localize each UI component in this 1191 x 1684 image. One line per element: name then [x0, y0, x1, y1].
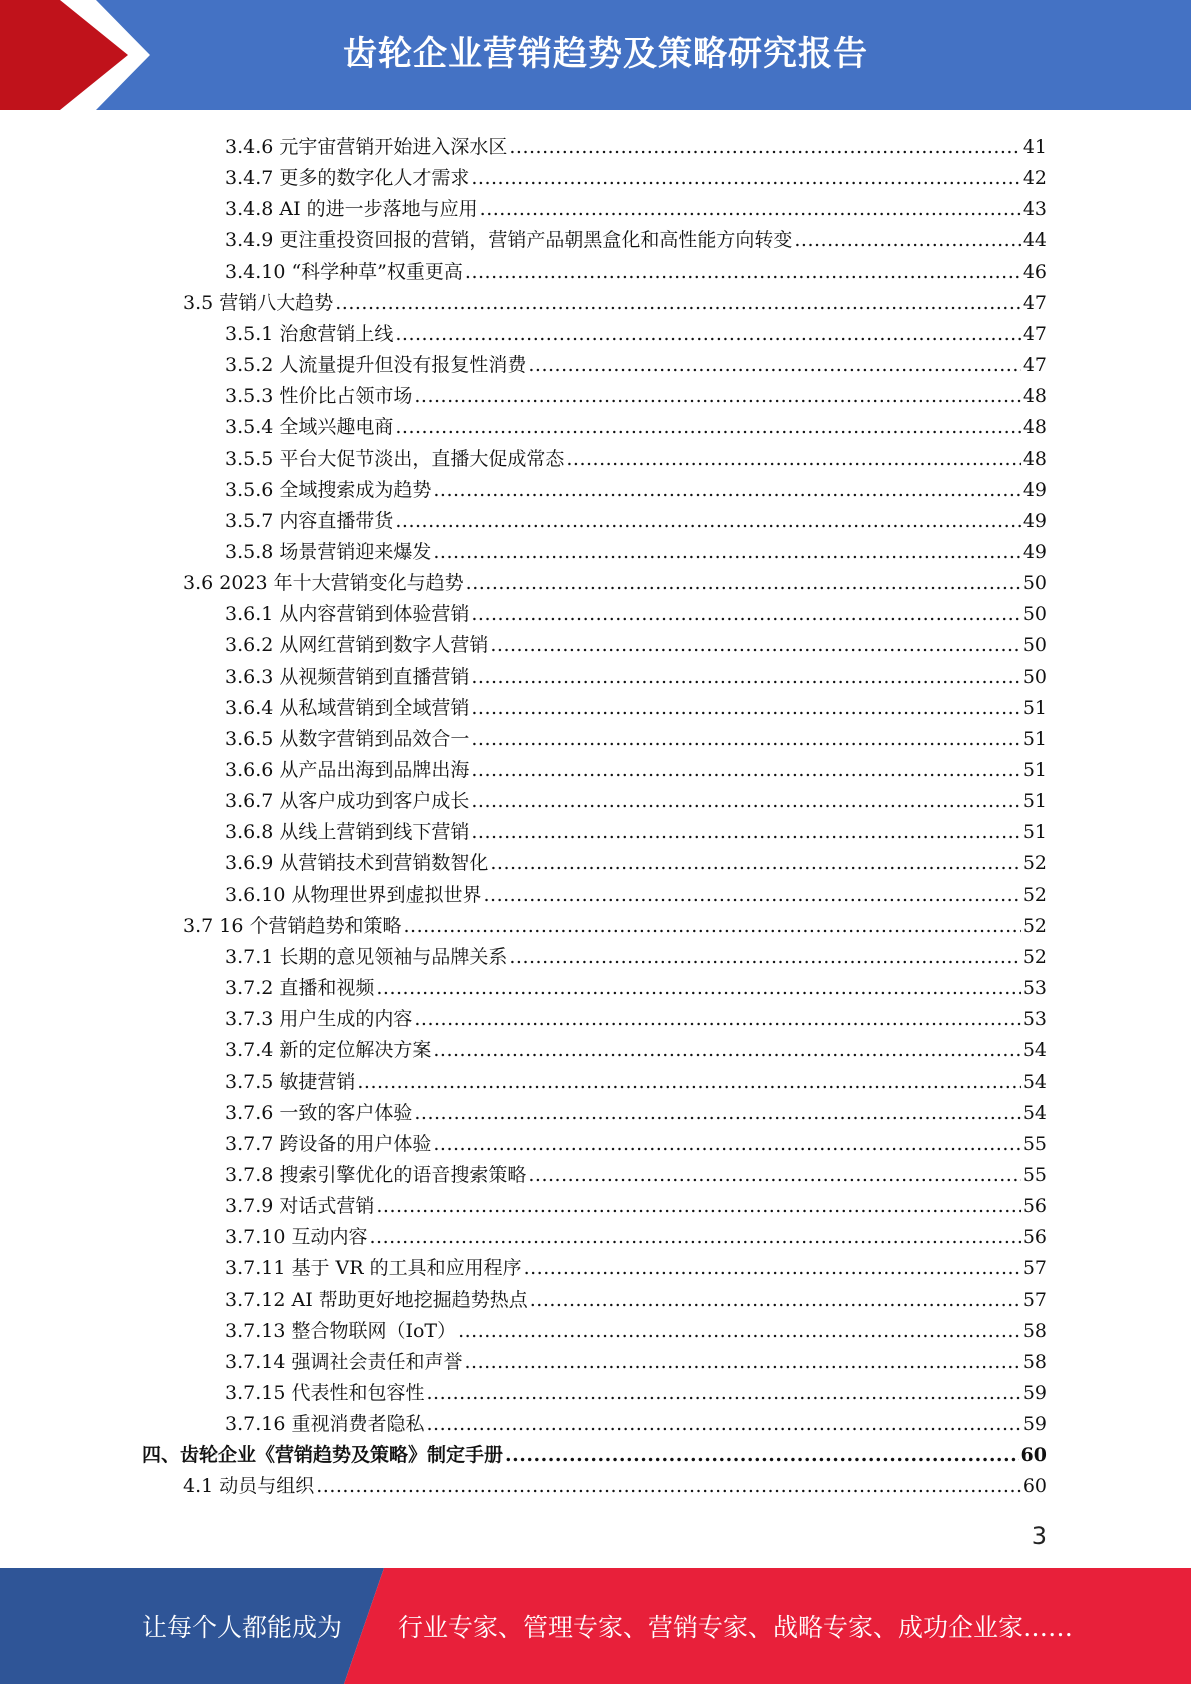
toc-entry[interactable]: [225, 938, 1047, 969]
toc-leader-dots: [471, 789, 1020, 813]
toc-leader-dots: [566, 447, 1020, 471]
toc-leader-dots: [357, 1070, 1020, 1094]
page-footer: [0, 1568, 1191, 1684]
toc-entry-page: 50: [1022, 572, 1047, 595]
toc-leader-dots: [505, 1443, 1019, 1467]
toc-entry[interactable]: [225, 782, 1047, 813]
toc-leader-dots: [471, 758, 1020, 782]
toc-leader-dots: [433, 1038, 1020, 1062]
toc-entry-label: 3.5.1 治愈营销上线: [225, 322, 394, 345]
toc-entry-label: 3.7.4 新的定位解决方案: [225, 1039, 432, 1062]
toc-entry[interactable]: [225, 190, 1047, 221]
toc-entry-page: 56: [1022, 1226, 1047, 1249]
toc-leader-dots: [376, 976, 1020, 1000]
toc-entry-page: 53: [1022, 1008, 1047, 1031]
toc-entry[interactable]: [225, 408, 1047, 439]
toc-entry-page: 58: [1022, 1319, 1047, 1342]
toc-entry-label: 3.6.2 从网红营销到数字人营销: [225, 634, 489, 657]
toc-entry-page: 50: [1022, 603, 1047, 626]
toc-entry[interactable]: [225, 626, 1047, 657]
toc-entry[interactable]: [225, 1031, 1047, 1062]
toc-leader-dots: [480, 197, 1021, 221]
toc-entry[interactable]: [183, 1467, 1047, 1498]
toc-leader-dots: [483, 883, 1020, 907]
toc-leader-dots: [490, 633, 1020, 657]
toc-leader-dots: [509, 135, 1020, 159]
toc-entry[interactable]: [225, 377, 1047, 408]
toc-entry-label: 3.4.10 “科学种草”权重更高: [225, 260, 463, 283]
toc-entry[interactable]: [225, 1000, 1047, 1031]
toc-entry-label: 3.5.6 全域搜索成为趋势: [225, 478, 432, 501]
toc-entry-label: 3.7.11 基于 VR 的工具和应用程序: [225, 1257, 522, 1280]
toc-entry[interactable]: [225, 1187, 1047, 1218]
toc-entry[interactable]: [225, 1125, 1047, 1156]
toc-entry-label: 3.7.14 强调社会责任和声誉: [225, 1350, 463, 1373]
toc-entry-page: 49: [1022, 540, 1047, 563]
toc-entry-page: 52: [1022, 945, 1047, 968]
toc-leader-dots: [458, 1319, 1021, 1343]
toc-leader-dots: [414, 1101, 1020, 1125]
toc-leader-dots: [464, 1350, 1020, 1374]
toc-leader-dots: [369, 1225, 1020, 1249]
toc-entry-label: 3.6.10 从物理世界到虚拟世界: [225, 883, 482, 906]
toc-entry[interactable]: [225, 1312, 1047, 1343]
toc-entry-label: 3.7.10 互动内容: [225, 1226, 368, 1249]
toc-entry[interactable]: [225, 440, 1047, 471]
toc-entry[interactable]: [225, 689, 1047, 720]
toc-entry[interactable]: [225, 471, 1047, 502]
toc-entry-label: 3.7.8 搜索引擎优化的语音搜索策略: [225, 1163, 527, 1186]
toc-entry-page: 51: [1022, 821, 1047, 844]
toc-entry[interactable]: [225, 159, 1047, 190]
toc-leader-dots: [524, 1256, 1021, 1280]
toc-leader-dots: [376, 1194, 1020, 1218]
toc-entry-page: 47: [1022, 354, 1047, 377]
toc-entry-label: 3.7.12 AI 帮助更好地挖掘趋势热点: [225, 1288, 528, 1311]
toc-entry-label: 3.5.3 性价比占领市场: [225, 385, 413, 408]
toc-leader-dots: [490, 851, 1020, 875]
toc-entry-page: 48: [1022, 385, 1047, 408]
toc-leader-dots: [530, 1288, 1021, 1312]
toc-entry[interactable]: [225, 128, 1047, 159]
toc-entry-label: 3.7.7 跨设备的用户体验: [225, 1132, 432, 1155]
toc-leader-dots: [794, 228, 1020, 252]
toc-entry-label: 3.6.4 从私域营销到全域营销: [225, 696, 470, 719]
toc-leader-dots: [426, 1381, 1020, 1405]
toc-entry-page: 44: [1022, 229, 1047, 252]
toc-entry-page: 53: [1022, 977, 1047, 1000]
toc-entry-page: 54: [1022, 1039, 1047, 1062]
toc-entry-label: 3.5 营销八大趋势: [183, 291, 334, 314]
toc-entry-label: 3.7 16 个营销趋势和策略: [183, 914, 402, 937]
toc-entry[interactable]: [225, 533, 1047, 564]
toc-entry-label: 3.7.16 重视消费者隐私: [225, 1413, 425, 1436]
toc-entry[interactable]: [225, 844, 1047, 875]
toc-entry-label: 3.6.5 从数字营销到品效合一: [225, 727, 470, 750]
toc-leader-dots: [426, 1412, 1020, 1436]
toc-entry-label: 3.5.2 人流量提升但没有报复性消费: [225, 354, 527, 377]
toc-entry[interactable]: [225, 1094, 1047, 1125]
toc-entry[interactable]: [225, 595, 1047, 626]
toc-entry-page: 57: [1022, 1288, 1047, 1311]
toc-entry-label: 3.4.8 AI 的进一步落地与应用: [225, 198, 478, 221]
toc-entry-label: 3.7.2 直播和视频: [225, 977, 375, 1000]
toc-entry-page: 56: [1022, 1195, 1047, 1218]
toc-entry-page: 57: [1022, 1257, 1047, 1280]
toc-entry-label: 四、齿轮企业《营销趋势及策略》制定手册: [142, 1444, 504, 1467]
toc-entry-label: 3.7.5 敏捷营销: [225, 1070, 356, 1093]
toc-entry[interactable]: [225, 253, 1047, 284]
toc-entry-page: 42: [1022, 167, 1047, 190]
toc-entry-page: 51: [1022, 696, 1047, 719]
toc-leader-dots: [471, 727, 1020, 751]
toc-entry-page: 51: [1022, 727, 1047, 750]
toc-entry-page: 50: [1022, 665, 1047, 688]
toc-leader-dots: [395, 509, 1020, 533]
toc-entry-label: 3.6.8 从线上营销到线下营销: [225, 821, 470, 844]
toc-entry-page: 43: [1022, 198, 1047, 221]
toc-entry-page: 47: [1022, 291, 1047, 314]
toc-leader-dots: [433, 1132, 1020, 1156]
toc-entry-label: 3.4.9 更注重投资回报的营销，营销产品朝黑盒化和高性能方向转变: [225, 229, 793, 252]
toc-entry-page: 52: [1022, 883, 1047, 906]
footer-slogan-right: 行业专家、管理专家、营销专家、战略专家、成功企业家……: [398, 1613, 1074, 1642]
toc-leader-dots: [466, 571, 1021, 595]
toc-entry[interactable]: [225, 658, 1047, 689]
toc-entry[interactable]: [225, 969, 1047, 1000]
toc-entry[interactable]: [225, 813, 1047, 844]
toc-entry-page: 48: [1022, 447, 1047, 470]
toc-leader-dots: [471, 602, 1020, 626]
toc-entry-page: 55: [1022, 1163, 1047, 1186]
toc-entry[interactable]: [225, 346, 1047, 377]
footer-slogan-left: 让每个人都能成为: [142, 1613, 343, 1642]
toc-entry-label: 3.5.8 场景营销迎来爆发: [225, 540, 432, 563]
toc-entry-page: 58: [1022, 1350, 1047, 1373]
toc-entry[interactable]: [225, 1156, 1047, 1187]
toc-leader-dots: [395, 415, 1020, 439]
toc-entry[interactable]: [225, 315, 1047, 346]
toc-leader-dots: [316, 1474, 1021, 1498]
toc-leader-dots: [471, 665, 1020, 689]
toc-entry-page: 52: [1022, 852, 1047, 875]
toc-entry-page: 54: [1022, 1101, 1047, 1124]
toc-entry-page: 41: [1022, 136, 1047, 158]
report-title: 齿轮企业营销趋势及策略研究报告: [343, 34, 868, 74]
toc-entry-label: 3.6.9 从营销技术到营销数智化: [225, 852, 489, 875]
toc-entry[interactable]: [183, 564, 1047, 595]
toc-entry-page: 48: [1022, 416, 1047, 439]
toc-entry-page: 52: [1022, 914, 1047, 937]
toc-entry-label: 3.6.3 从视频营销到直播营销: [225, 665, 470, 688]
toc-entry-page: 50: [1022, 634, 1047, 657]
toc-entry-page: 51: [1022, 790, 1047, 813]
toc-entry-label: 3.7.6 一致的客户体验: [225, 1101, 413, 1124]
toc-entry[interactable]: [225, 1249, 1047, 1280]
toc-entry[interactable]: [142, 1436, 1047, 1467]
toc-entry-label: 4.1 动员与组织: [183, 1475, 315, 1498]
toc-entry[interactable]: [183, 284, 1047, 315]
toc-entry-label: 3.7.13 整合物联网（IoT）: [225, 1319, 457, 1342]
toc-entry-label: 3.6 2023 年十大营销变化与趋势: [183, 572, 464, 595]
toc-leader-dots: [335, 291, 1021, 315]
toc-entry[interactable]: [225, 720, 1047, 751]
toc-entry-page: 51: [1022, 759, 1047, 781]
toc-entry[interactable]: [183, 907, 1047, 938]
toc-entry-page: 49: [1022, 509, 1047, 532]
page-header: [0, 0, 1191, 110]
toc-entry-label: 3.4.6 元宇宙营销开始进入深水区: [225, 136, 508, 158]
toc-entry-label: 3.4.7 更多的数字化人才需求: [225, 167, 470, 190]
toc-entry-label: 3.7.1 长期的意见领袖与品牌关系: [225, 945, 508, 968]
toc-leader-dots: [471, 820, 1020, 844]
toc-leader-dots: [471, 166, 1020, 190]
toc-entry[interactable]: [225, 502, 1047, 533]
toc-entry[interactable]: [225, 1281, 1047, 1312]
toc-entry-page: 54: [1022, 1070, 1047, 1093]
toc-entry-label: 3.6.7 从客户成功到客户成长: [225, 790, 470, 813]
toc-leader-dots: [528, 1163, 1020, 1187]
toc-entry[interactable]: [225, 1218, 1047, 1249]
toc-entry[interactable]: [225, 1063, 1047, 1094]
toc-leader-dots: [403, 914, 1020, 938]
toc-entry-label: 3.6.6 从产品出海到品牌出海: [225, 759, 470, 781]
toc-entry-label: 3.7.15 代表性和包容性: [225, 1382, 425, 1404]
toc-entry[interactable]: [225, 1374, 1047, 1405]
toc-entry[interactable]: [225, 1405, 1047, 1436]
toc-leader-dots: [395, 322, 1020, 346]
toc-entry-page: 55: [1022, 1132, 1047, 1155]
toc-leader-dots: [509, 945, 1020, 969]
toc-leader-dots: [414, 384, 1020, 408]
toc-entry-label: 3.5.4 全域兴趣电商: [225, 416, 394, 439]
toc-entry[interactable]: [225, 876, 1047, 907]
toc-entry[interactable]: [225, 221, 1047, 252]
toc-leader-dots: [465, 260, 1021, 284]
toc-leader-dots: [528, 353, 1020, 377]
toc-entry-page: 59: [1022, 1413, 1047, 1436]
toc-leader-dots: [471, 696, 1020, 720]
toc-entry-page: 49: [1022, 478, 1047, 501]
toc-entry-label: 3.5.7 内容直播带货: [225, 509, 394, 532]
page-number: 3: [1031, 1522, 1047, 1550]
toc-entry-page: 47: [1022, 322, 1047, 345]
toc-entry-label: 3.6.1 从内容营销到体验营销: [225, 603, 470, 626]
toc-entry-page: 60: [1022, 1475, 1047, 1498]
toc-leader-dots: [414, 1007, 1020, 1031]
toc-entry-page: 60: [1020, 1444, 1047, 1467]
toc-entry-page: 59: [1022, 1382, 1047, 1404]
toc-entry-label: 3.5.5 平台大促节淡出，直播大促成常态: [225, 447, 565, 470]
toc-entry[interactable]: [225, 751, 1047, 782]
toc-entry[interactable]: [225, 1343, 1047, 1374]
toc-entry-page: 46: [1022, 260, 1047, 283]
toc-leader-dots: [433, 478, 1020, 502]
toc-entry-label: 3.7.3 用户生成的内容: [225, 1008, 413, 1031]
toc-leader-dots: [433, 540, 1020, 564]
toc-entry-label: 3.7.9 对话式营销: [225, 1195, 375, 1218]
